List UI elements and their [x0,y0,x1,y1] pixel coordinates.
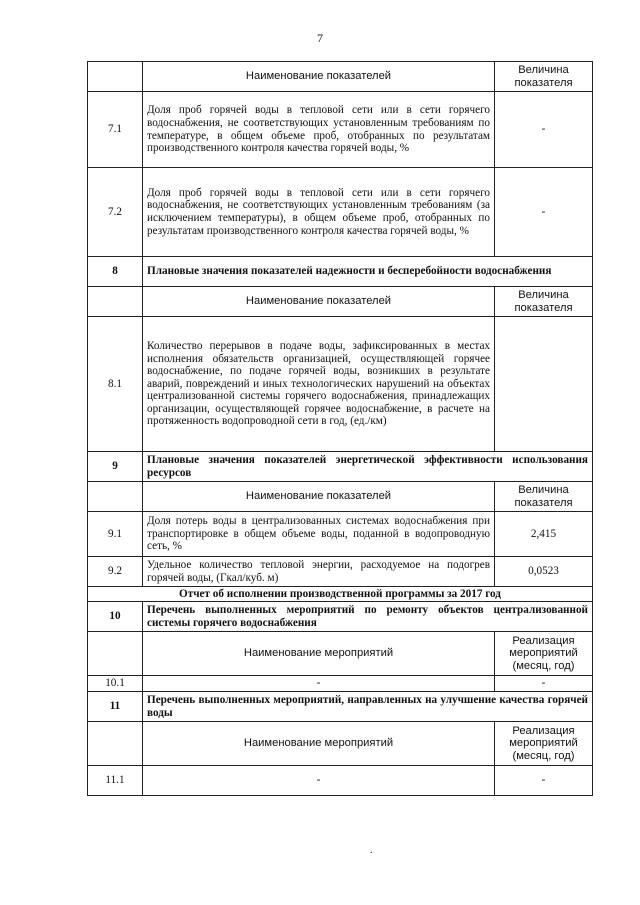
section-title: Плановые значения показателей надежности и бесперебойности водоснабжения [143,257,593,287]
indicators-table [87,61,593,796]
table-header-row [88,287,593,317]
row-number: 11.1 [88,766,143,796]
header-name: Наименование показателей [143,287,495,317]
row-text: Доля потерь воды в централизованных системах водоснабжения при транспортировке в общем объеме воды, поданной в водопроводную сеть, % [143,512,495,557]
section-row [88,692,593,722]
section-title: Перечень выполненных мероприятий, направленных на улучшение качества горячей воды [143,692,593,722]
section-number: 9 [88,452,143,482]
table-row [88,512,593,557]
row-value: - [495,676,593,692]
header-name: Наименование показателей [143,62,495,92]
row-number: 9.1 [88,512,143,557]
section-title: Перечень выполненных мероприятий по ремонту объектов централизованной системы горячего водоснабжения [143,602,593,632]
row-value: - [495,92,593,168]
row-text: Доля проб горячей воды в тепловой сети или в сети горячего водоснабжения, не соответствующих установленным требованиям по температуре, в общем объеме проб, отобранных по результатам производственного контроля качества горячей воды, % [143,92,495,168]
table-row [88,766,593,796]
section-row [88,452,593,482]
section-row [88,602,593,632]
row-value: 0,0523 [495,557,593,587]
page-number: 7 [317,31,323,45]
header-value: Величина показателя [495,287,593,317]
report-title-row [88,587,593,602]
row-number: 10.1 [88,676,143,692]
row-value [495,317,593,452]
section-number: 8 [88,257,143,287]
header-value: Реализация мероприятий (месяц, год) [495,722,593,766]
header-value: Величина показателя [495,62,593,92]
row-number: 9.2 [88,557,143,587]
header-name: Наименование мероприятий [143,722,495,766]
table-header-row [88,62,593,92]
table-header-row [88,632,593,676]
row-text: Количество перерывов в подаче воды, зафиксированных в местах исполнения обязательств организацией, осуществляющей горячее водоснабжение, по подаче горячей воды, возникших в результате аварий, повреждений и иных технологических нарушений на объектах централизованной системы горячего водоснабжения, принадлежащих организации, осуществляющей горячее водоснабжение, в расчете на протяженность водопроводной сети в год, (ед./км) [143,317,495,452]
section-number: 10 [88,602,143,632]
row-text: Удельное количество тепловой энергии, расходуемое на подогрев горячей воды, (Гкал/куб. м) [143,557,495,587]
table-header-row [88,482,593,512]
row-text: - [143,676,495,692]
row-value: - [495,168,593,257]
row-value: 2,415 [495,512,593,557]
row-text: Доля проб горячей воды в тепловой сети или в сети горячего водоснабжения, не соответствующих установленным требованиям (за исключением температуры), в общем объеме проб, отобранных по результатам производственного контроля качества горячей воды, % [143,168,495,257]
report-title: Отчет об исполнении производственной программы за 2017 год [88,587,593,602]
table-row [88,168,593,257]
table-header-row [88,722,593,766]
section-row [88,257,593,287]
row-number: 7.2 [88,168,143,257]
page-mark: . [370,845,373,856]
header-name: Наименование показателей [143,482,495,512]
row-number: 7.1 [88,92,143,168]
section-title: Плановые значения показателей энергетической эффективности использования ресурсов [143,452,593,482]
header-value: Величина показателя [495,482,593,512]
section-number: 11 [88,692,143,722]
row-value: - [495,766,593,796]
row-text: - [143,766,495,796]
header-name: Наименование мероприятий [143,632,495,676]
table-row [88,317,593,452]
table-row [88,92,593,168]
table-row [88,676,593,692]
row-number: 8.1 [88,317,143,452]
header-value: Реализация мероприятий (месяц, год) [495,632,593,676]
table-row [88,557,593,587]
